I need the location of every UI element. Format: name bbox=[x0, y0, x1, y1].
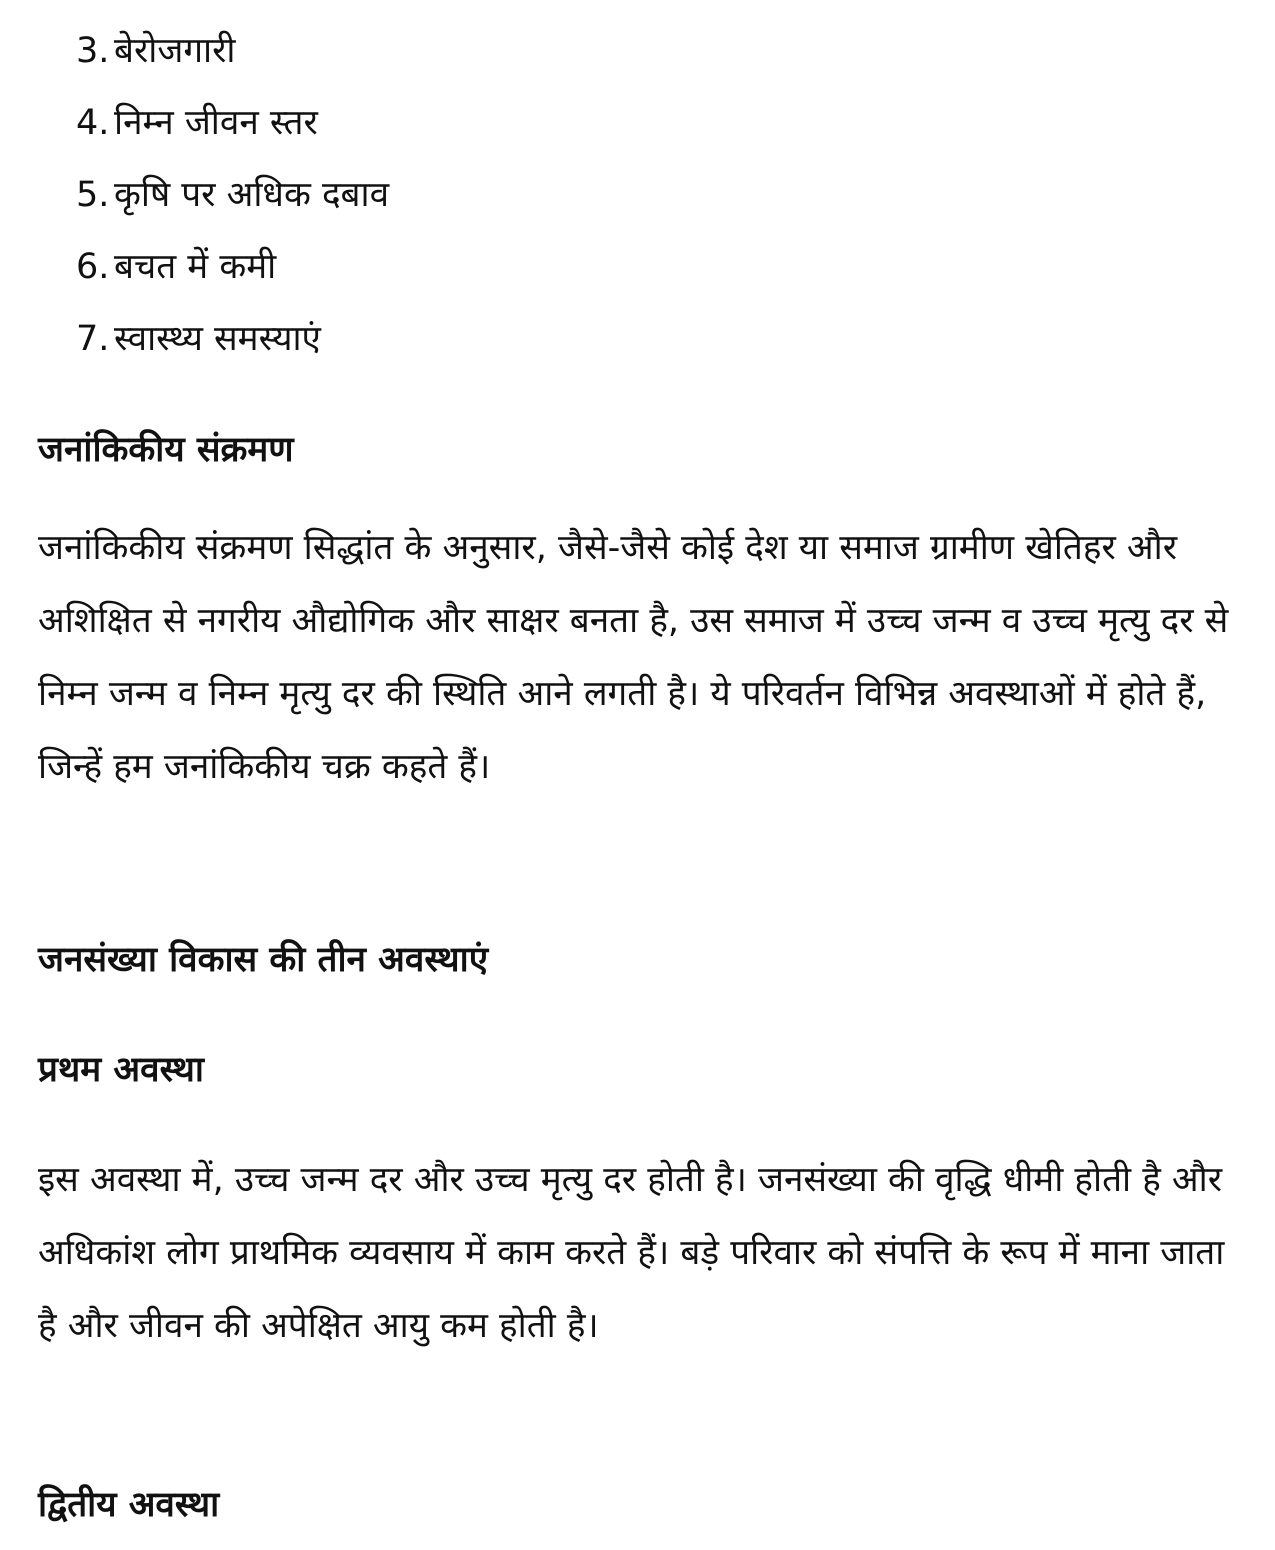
paragraph-demographic-transition: जनांकिकीय संक्रमण सिद्धांत के अनुसार, जैसे-जैसे कोई देश या समाज ग्रामीण खेतिहर और अशिक्षित से नगरीय औद्योगिक और साक्षर बनता है, उस समाज में उच्च जन्म व उच्च मृत्यु दर से निम्न जन्म व निम्न मृत्यु दर की स्थिति आने लगती है। ये परिवर्तन विभिन्न अवस्थाओं में होते हैं, जिन्हें हम जनांकिकीय चक्र कहते हैं। bbox=[38, 528, 1229, 787]
list-item bbox=[76, 238, 389, 310]
list-item-text: निम्न जीवन स्तर bbox=[114, 103, 318, 143]
list-item-text: बेरोजगारी bbox=[114, 31, 236, 71]
heading-second-stage: द्वितीय अवस्था bbox=[38, 1485, 220, 1525]
list-item-number: 5. bbox=[76, 175, 110, 215]
heading-three-stages: जनसंख्या विकास की तीन अवस्थाएं bbox=[38, 940, 489, 980]
list-item bbox=[76, 22, 389, 94]
list-item-text: बचत में कमी bbox=[114, 247, 277, 287]
heading-first-stage: प्रथम अवस्था bbox=[38, 1050, 204, 1090]
list-item-number: 7. bbox=[76, 319, 110, 359]
list-item bbox=[76, 94, 389, 166]
list-item bbox=[76, 166, 389, 238]
list-item-text: स्वास्थ्य समस्याएं bbox=[114, 319, 321, 359]
list-item-number: 6. bbox=[76, 247, 110, 287]
heading-demographic-transition: जनांकिकीय संक्रमण bbox=[38, 430, 294, 470]
list-item-number: 3. bbox=[76, 31, 110, 71]
paragraph-first-stage: इस अवस्था में, उच्च जन्म दर और उच्च मृत्यु दर होती है। जनसंख्या की वृद्धि धीमी होती है और अधिकांश लोग प्राथमिक व्यवसाय में काम करते हैं। बड़े परिवार को संपत्ति के रूप में माना जाता है और जीवन की अपेक्षित आयु कम होती है। bbox=[38, 1160, 1225, 1346]
list-item bbox=[76, 310, 389, 382]
list-item-number: 4. bbox=[76, 103, 110, 143]
list-item-text: कृषि पर अधिक दबाव bbox=[114, 175, 390, 215]
numbered-list bbox=[76, 22, 389, 382]
